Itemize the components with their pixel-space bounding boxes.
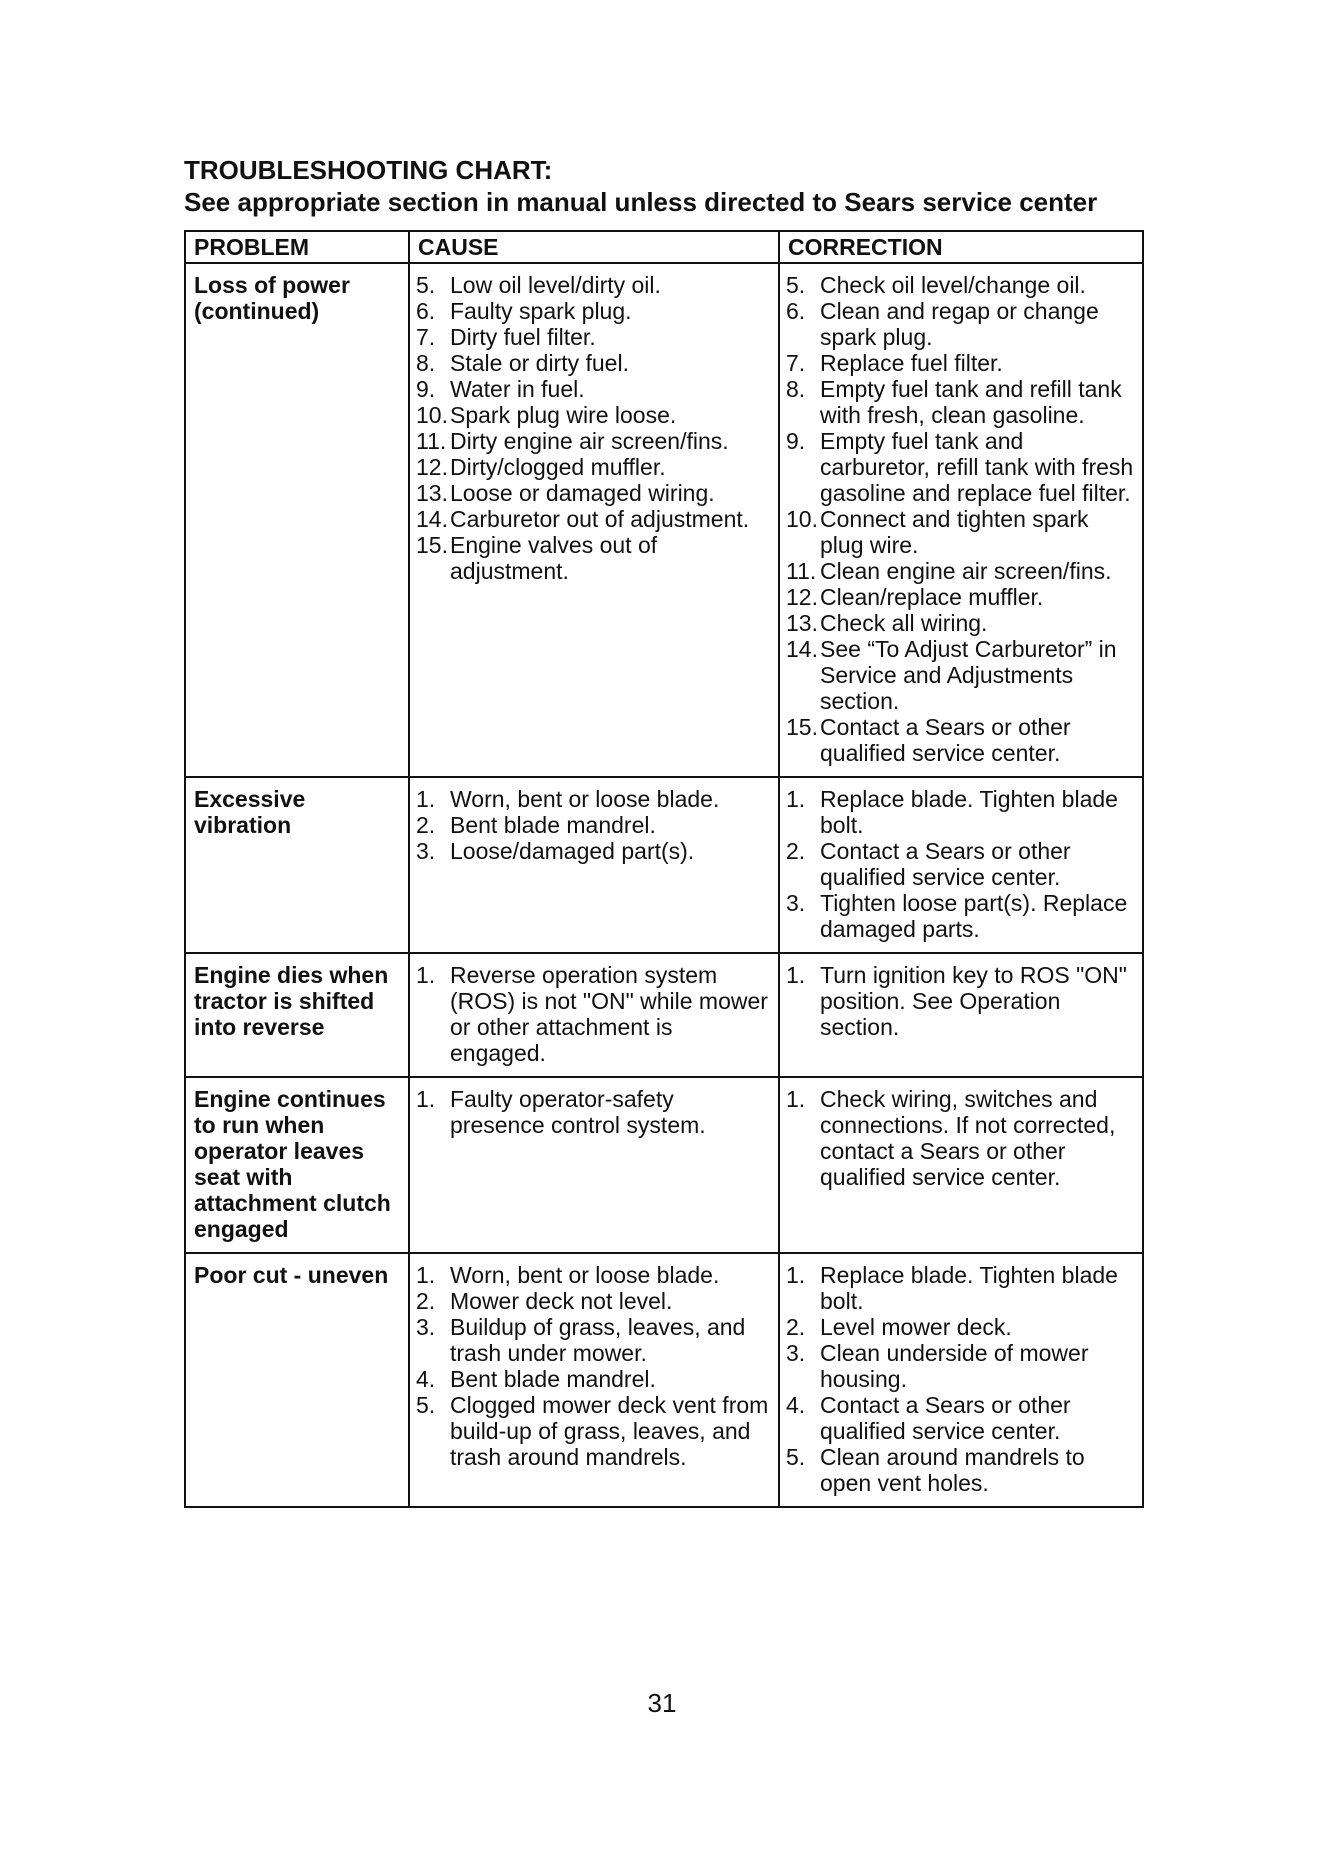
problem-cell: Poor cut - uneven (185, 1253, 409, 1507)
cause-item (416, 962, 772, 1066)
problem-cell: Loss of power (continued) (185, 263, 409, 777)
item-text: Faulty spark plug. (450, 298, 632, 324)
item-text: Clean engine air screen/fins. (820, 558, 1112, 584)
correction-item (786, 1392, 1136, 1444)
cause-cell (409, 1077, 779, 1253)
item-text: Replace blade. Tighten blade bolt. (820, 786, 1118, 838)
item-number: 15. (786, 714, 818, 740)
item-text: Contact a Sears or other qualified service center. (820, 714, 1071, 766)
cause-cell (409, 777, 779, 953)
cause-item (416, 324, 772, 350)
correction-item (786, 376, 1136, 428)
item-number: 2. (786, 1314, 806, 1340)
item-number: 7. (786, 350, 806, 376)
cause-item (416, 506, 772, 532)
correction-item (786, 558, 1136, 584)
correction-list (786, 1262, 1136, 1496)
item-number: 4. (786, 1392, 806, 1418)
correction-item (786, 610, 1136, 636)
page-number: 31 (647, 1688, 677, 1718)
correction-list (786, 272, 1136, 766)
cause-item (416, 838, 772, 864)
correction-item (786, 636, 1136, 714)
cause-item (416, 298, 772, 324)
item-number: 9. (786, 428, 806, 454)
item-number: 10. (416, 402, 448, 428)
item-number: 14. (786, 636, 818, 662)
correction-cell (779, 777, 1143, 953)
cause-item (416, 402, 772, 428)
item-text: Turn ignition key to ROS "ON" position. See Operation section. (820, 962, 1127, 1040)
correction-item (786, 1314, 1136, 1340)
item-number: 1. (416, 786, 436, 812)
item-text: Worn, bent or loose blade. (450, 1262, 720, 1288)
item-number: 2. (786, 838, 806, 864)
cause-list (416, 1262, 772, 1470)
item-number: 12. (416, 454, 448, 480)
item-number: 1. (786, 962, 806, 988)
table-row (185, 1253, 1143, 1507)
correction-item (786, 714, 1136, 766)
item-text: See “To Adjust Carburetor” in Service and Adjustments section. (820, 636, 1117, 714)
item-number: 3. (416, 1314, 436, 1340)
cause-item (416, 1366, 772, 1392)
item-number: 1. (786, 1262, 806, 1288)
item-text: Contact a Sears or other qualified service center. (820, 1392, 1071, 1444)
cause-item (416, 812, 772, 838)
item-text: Bent blade mandrel. (450, 1366, 656, 1392)
problem-cell: Engine continues to run when operator leaves seat with attachment clutch engaged (185, 1077, 409, 1253)
column-header-problem: PROBLEM (185, 231, 409, 263)
item-number: 5. (416, 1392, 436, 1418)
item-number: 2. (416, 1288, 436, 1314)
item-number: 13. (786, 610, 818, 636)
cause-item (416, 350, 772, 376)
cause-cell (409, 953, 779, 1077)
item-text: Check all wiring. (820, 610, 988, 636)
item-number: 5. (416, 272, 436, 298)
item-number: 8. (416, 350, 436, 376)
cause-list (416, 1086, 772, 1138)
item-text: Faulty operator-safety presence control system. (450, 1086, 706, 1138)
item-number: 6. (416, 298, 436, 324)
item-text: Mower deck not level. (450, 1288, 673, 1314)
item-number: 1. (416, 962, 436, 988)
correction-cell (779, 1253, 1143, 1507)
item-number: 13. (416, 480, 448, 506)
table-row (185, 777, 1143, 953)
item-number: 9. (416, 376, 436, 402)
table-body (185, 263, 1143, 1507)
item-text: Carburetor out of adjustment. (450, 506, 750, 532)
cause-item (416, 480, 772, 506)
item-text: Clean and regap or change spark plug. (820, 298, 1099, 350)
cause-item (416, 1262, 772, 1288)
cause-item (416, 1314, 772, 1366)
correction-item (786, 584, 1136, 610)
item-number: 3. (786, 890, 806, 916)
item-text: Water in fuel. (450, 376, 585, 402)
correction-list (786, 786, 1136, 942)
cause-item (416, 532, 772, 584)
problem-cell: Excessive vibration (185, 777, 409, 953)
table-row (185, 263, 1143, 777)
troubleshooting-table (184, 230, 1144, 1508)
item-text: Tighten loose part(s). Replace damaged parts. (820, 890, 1128, 942)
cause-item (416, 1392, 772, 1470)
item-text: Level mower deck. (820, 1314, 1012, 1340)
chart-subtitle: See appropriate section in manual unless directed to Sears service center (184, 187, 1098, 217)
table-row (185, 1077, 1143, 1253)
correction-item (786, 272, 1136, 298)
item-number: 11. (416, 428, 447, 454)
correction-item (786, 350, 1136, 376)
item-text: Contact a Sears or other qualified service center. (820, 838, 1071, 890)
correction-item (786, 1262, 1136, 1314)
correction-item (786, 786, 1136, 838)
item-text: Loose/damaged part(s). (450, 838, 695, 864)
item-text: Loose or damaged wiring. (450, 480, 715, 506)
item-number: 7. (416, 324, 436, 350)
correction-cell (779, 1077, 1143, 1253)
cause-item (416, 454, 772, 480)
cause-list (416, 786, 772, 864)
correction-cell (779, 953, 1143, 1077)
item-text: Dirty/clogged muffler. (450, 454, 666, 480)
item-text: Clogged mower deck vent from build-up of grass, leaves, and trash around mandrels. (450, 1392, 769, 1470)
column-header-correction: CORRECTION (779, 231, 1143, 263)
cause-item (416, 428, 772, 454)
cause-item (416, 1086, 772, 1138)
item-number: 11. (786, 558, 817, 584)
item-number: 3. (786, 1340, 806, 1366)
correction-item (786, 962, 1136, 1040)
correction-item (786, 506, 1136, 558)
item-number: 5. (786, 1444, 806, 1470)
column-header-cause: CAUSE (409, 231, 779, 263)
cause-item (416, 272, 772, 298)
item-number: 14. (416, 506, 448, 532)
item-text: Connect and tighten spark plug wire. (820, 506, 1089, 558)
item-number: 8. (786, 376, 806, 402)
item-number: 1. (416, 1086, 436, 1112)
cause-list (416, 962, 772, 1066)
item-text: Empty fuel tank and carburetor, refill tank with fresh gasoline and replace fuel filter. (820, 428, 1134, 506)
problem-cell: Engine dies when tractor is shifted into reverse (185, 953, 409, 1077)
item-text: Engine valves out of adjustment. (450, 532, 658, 584)
item-text: Empty fuel tank and refill tank with fresh, clean gasoline. (820, 376, 1122, 428)
cause-item (416, 1288, 772, 1314)
item-text: Clean around mandrels to open vent holes. (820, 1444, 1085, 1496)
item-number: 1. (786, 1086, 806, 1112)
item-number: 2. (416, 812, 436, 838)
item-number: 3. (416, 838, 436, 864)
item-text: Dirty fuel filter. (450, 324, 596, 350)
table-row (185, 953, 1143, 1077)
correction-list (786, 962, 1136, 1040)
item-text: Dirty engine air screen/fins. (450, 428, 729, 454)
item-number: 1. (786, 786, 806, 812)
correction-item (786, 1340, 1136, 1392)
correction-item (786, 428, 1136, 506)
cause-cell (409, 263, 779, 777)
item-number: 15. (416, 532, 448, 558)
correction-item (786, 298, 1136, 350)
item-number: 10. (786, 506, 818, 532)
cause-item (416, 786, 772, 812)
correction-item (786, 838, 1136, 890)
chart-title: TROUBLESHOOTING CHART: (184, 155, 553, 185)
item-text: Check oil level/change oil. (820, 272, 1086, 298)
item-text: Bent blade mandrel. (450, 812, 656, 838)
item-text: Buildup of grass, leaves, and trash under mower. (450, 1314, 746, 1366)
item-number: 6. (786, 298, 806, 324)
item-text: Check wiring, switches and connections. If not corrected, contact a Sears or other qualified service center. (820, 1086, 1116, 1190)
item-text: Stale or dirty fuel. (450, 350, 629, 376)
cause-list (416, 272, 772, 584)
correction-list (786, 1086, 1136, 1190)
item-text: Low oil level/dirty oil. (450, 272, 661, 298)
item-text: Replace blade. Tighten blade bolt. (820, 1262, 1118, 1314)
item-text: Spark plug wire loose. (450, 402, 677, 428)
item-number: 12. (786, 584, 818, 610)
item-text: Clean/replace muffler. (820, 584, 1044, 610)
item-text: Worn, bent or loose blade. (450, 786, 720, 812)
item-text: Clean underside of mower housing. (820, 1340, 1089, 1392)
cause-item (416, 376, 772, 402)
correction-item (786, 1086, 1136, 1190)
item-text: Reverse operation system (ROS) is not "ON" while mower or other attachment is engaged. (450, 962, 768, 1066)
item-text: Replace fuel filter. (820, 350, 1003, 376)
item-number: 1. (416, 1262, 436, 1288)
cause-cell (409, 1253, 779, 1507)
item-number: 4. (416, 1366, 436, 1392)
correction-item (786, 890, 1136, 942)
table-header-row (185, 231, 1143, 263)
correction-item (786, 1444, 1136, 1496)
correction-cell (779, 263, 1143, 777)
item-number: 5. (786, 272, 806, 298)
